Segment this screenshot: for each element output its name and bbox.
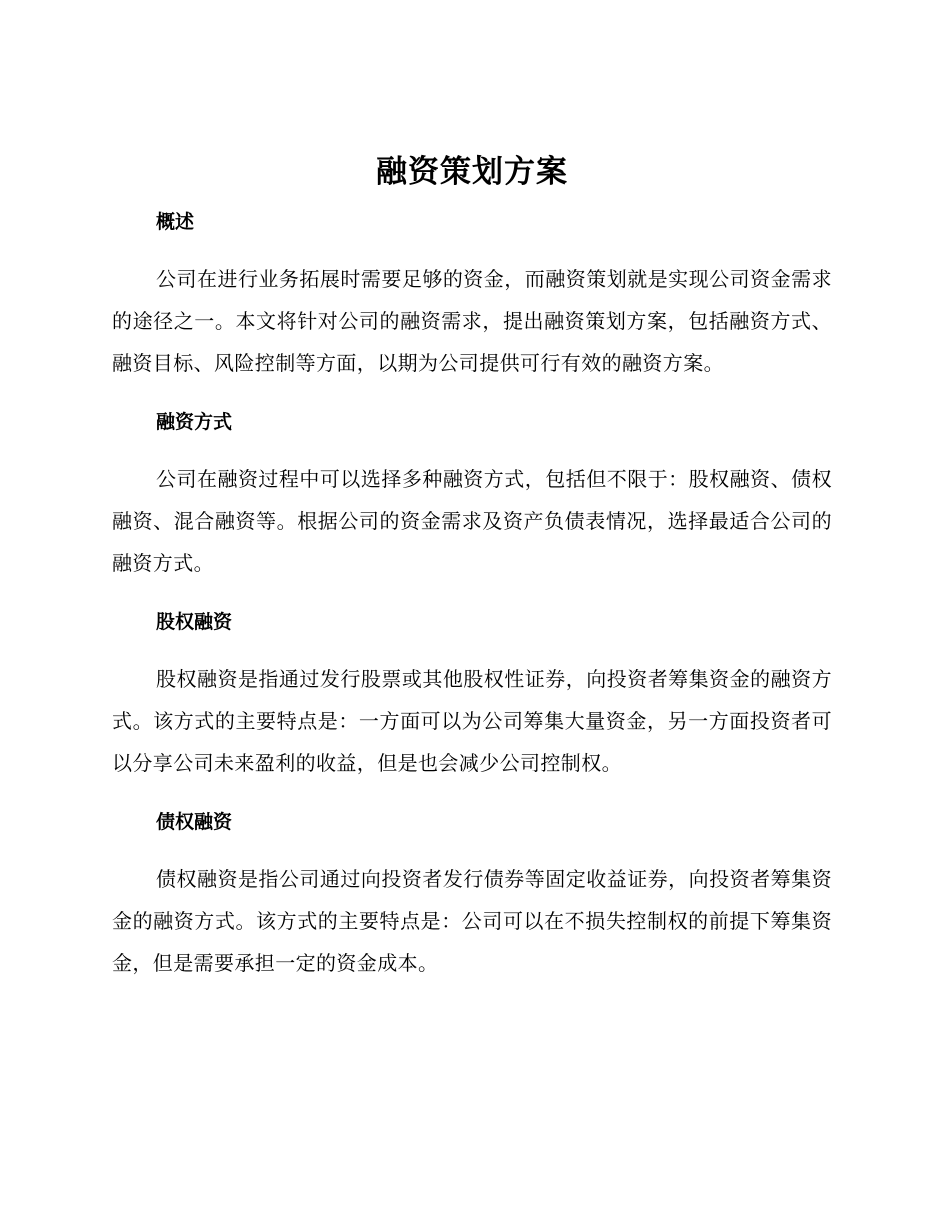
section-heading-financing-methods: 融资方式 [156,411,233,433]
section-heading-debt-financing: 债权融资 [156,811,233,833]
document-page [112,148,832,1008]
section-heading-equity-financing: 股权融资 [156,611,233,633]
section-body-debt-financing: 债权融资是指公司通过向投资者发行债券等固定收益证券，向投资者筹集资金的融资方式。该方式的主要特点是：公司可以在不损失控制权的前提下筹集资金，但是需要承担一定的资金成本。 [112,867,832,975]
section-debt-financing [112,808,832,984]
section-overview [112,208,832,384]
section-heading-overview: 概述 [156,211,195,233]
document-title: 融资策划方案 [376,154,568,190]
section-body-equity-financing: 股权融资是指通过发行股票或其他股权性证券，向投资者筹集资金的融资方式。该方式的主要特点是：一方面可以为公司筹集大量资金，另一方面投资者可以分享公司未来盈利的收益，但是也会减少公司控制权。 [112,667,832,775]
section-equity-financing [112,608,832,784]
section-body-financing-methods: 公司在融资过程中可以选择多种融资方式，包括但不限于：股权融资、债权融资、混合融资等。根据公司的资金需求及资产负债表情况，选择最适合公司的融资方式。 [112,467,832,575]
section-body-overview: 公司在进行业务拓展时需要足够的资金，而融资策划就是实现公司资金需求的途径之一。本文将针对公司的融资需求，提出融资策划方案，包括融资方式、融资目标、风险控制等方面，以期为公司提供可行有效的融资方案。 [112,267,832,375]
section-financing-methods [112,408,832,584]
